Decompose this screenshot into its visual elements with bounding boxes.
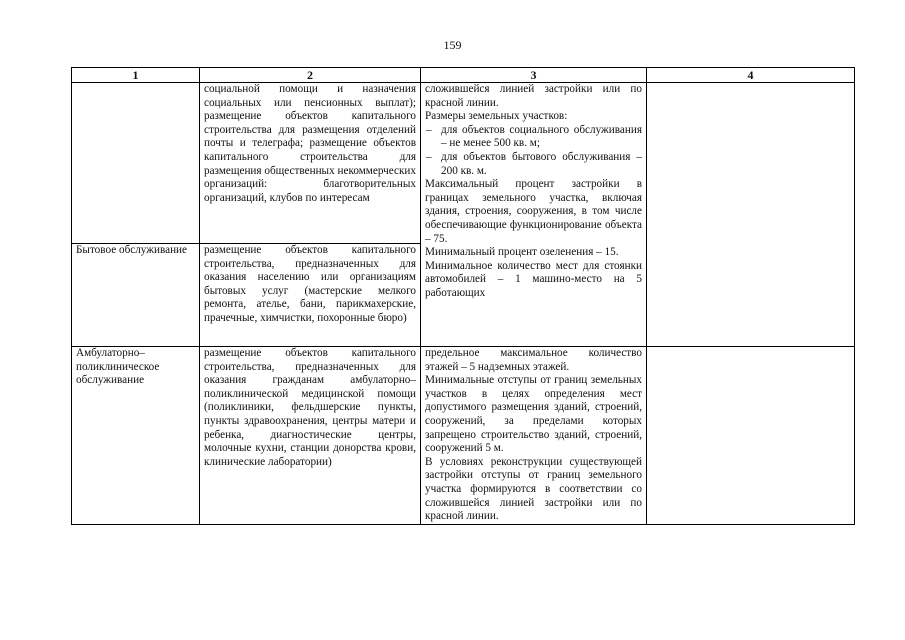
list-item: – для объектов бытового обслуживания – 200 кв. м. (425, 151, 642, 178)
col3-reconstruction: В условиях реконструкции существующей застройки отступы от границ земельного участка формируются в соответствии со сложившейся линией застройки или по красной линии. (425, 455, 642, 523)
col3-intro: сложившейся линией застройки или по красной линии. (425, 83, 642, 109)
col3-build-percent: Максимальный процент застройки в границах земельного участка, включая здания, строения, сооружения, в том числе обеспечивающие функционирование объекта – 75. (425, 178, 642, 245)
page-number: 159 (443, 38, 462, 52)
row2-col2: размещение объектов капитального строительства, предназначенных для оказания населению или организациям бытовых услуг (мастерские мелкого ремонта, ателье, бани, парикмахерские, прачечные, химчистки, похоронные бюро) (200, 244, 421, 347)
row1-col1 (72, 83, 200, 244)
land-use-table (71, 67, 855, 525)
table-row (72, 83, 855, 244)
rowA-col4 (647, 83, 855, 347)
col3-sizes-title: Размеры земельных участков: (425, 110, 568, 123)
rowA-col3 (421, 83, 647, 347)
header-col-2: 2 (200, 68, 421, 83)
table-row (72, 347, 855, 525)
list-item: – для объектов социального обслуживания – не менее 500 кв. м; (425, 124, 642, 151)
col3-floors: предельное максимальное количество этажей – 5 надземных этажей. (425, 347, 642, 373)
row3-col1: Амбулаторно–поликлиническое обслуживание (72, 347, 200, 525)
row3-col2: размещение объектов капитального строительства, предназначенных для оказания гражданам амбулаторно–поликлинической медицинской помощи (поликлиники, фельдшерские пункты, пункты здравоохранения, центры матери и ребенка, диагностические центры, молочные кухни, станции донорства крови, клинические лаборатории) (200, 347, 421, 525)
header-col-3: 3 (421, 68, 647, 83)
col3-sizes-list (425, 124, 642, 178)
col3-parking: Минимальное количество мест для стоянки автомобилей – 1 машино-место на 5 работающих (425, 259, 642, 299)
row2-col1: Бытовое обслуживание (72, 244, 200, 347)
header-col-4: 4 (647, 68, 855, 83)
header-col-1: 1 (72, 68, 200, 83)
header-row (72, 68, 855, 83)
col3-setbacks: Минимальные отступы от границ земельных участков в целях определения мест допустимого размещения зданий, строений, сооружений, за пределами которых запрещено строительство зданий, строений, сооружений 5 м. (425, 374, 642, 455)
row3-col4 (647, 347, 855, 525)
col3-green-percent: Минимальный процент озеленения – 15. (425, 246, 619, 259)
row1-col2: социальной помощи и назначения социальных или пенсионных выплат); размещение объектов капитального строительства для размещения отделений почты и телеграфа; размещение объектов капитального строительства для размещения общественных некоммерческих организаций: благотворительных организаций, клубов по интересам (200, 83, 421, 244)
row3-col3 (421, 347, 647, 525)
